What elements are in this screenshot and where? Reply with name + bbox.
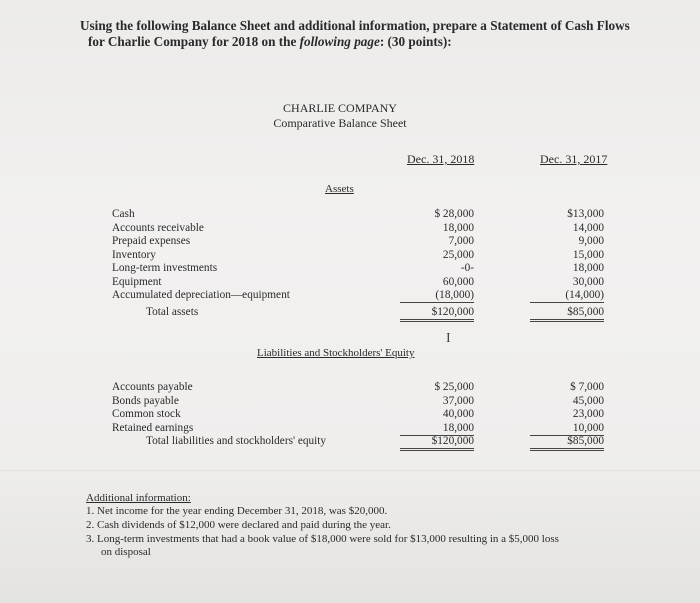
assets-row-value-2017: 18,000 [572,262,604,274]
column-header-2018: Dec. 31, 2018 [407,152,475,166]
liabilities-row-value-2017: 45,000 [572,394,604,407]
assets-heading: Assets [325,183,354,195]
assets-row-value-2017: 30,000 [572,275,604,288]
assets-row-label: Accounts receivable [112,221,204,234]
assets-row-value-2018: $ 28,000 [434,208,474,220]
assets-row-value-2017: 9,000 [578,235,604,247]
total-liabilities-equity-2018: $120,000 [400,435,474,451]
additional-info-item-1: 1. Net income for the year ending December 31, 2018, was $20,000. [86,505,388,517]
assets-row-value-2018: 60,000 [442,275,474,288]
liabilities-row-value-2018: $ 25,000 [434,381,474,393]
assets-row-value-2018: 7,000 [448,235,474,247]
total-assets-label: Total assets [146,306,199,318]
additional-info-item-2: 2. Cash dividends of $12,000 were declared and paid during the year. [86,519,391,531]
assets-row-value-2017: 15,000 [572,248,604,261]
additional-info-heading: Additional information: [86,492,191,504]
assets-row-label: Prepaid expenses [112,235,191,247]
additional-info-item-3-continued: on disposal [101,546,151,558]
instruction-line-2: for Charlie Company for 2018 on the following page: (30 points): [88,34,452,49]
liabilities-row-value-2018: 37,000 [442,394,474,407]
column-header-2017: Dec. 31, 2017 [540,152,608,166]
assets-row-label: Accumulated depreciation—equipment [112,289,290,301]
assets-row-value-2017: 14,000 [572,221,604,234]
assets-row-value-2018: 18,000 [442,221,474,234]
text-cursor-icon: I [446,331,451,346]
company-name: CHARLIE COMPANY [283,101,397,115]
liabilities-row-value-2017: 23,000 [572,408,604,420]
total-assets-2017: $85,000 [530,306,604,322]
liabilities-row-value-2017: 10,000 [530,422,604,436]
assets-row-value-2017: (14,000) [530,289,604,303]
total-liabilities-equity-label: Total liabilities and stockholders' equity [146,435,327,447]
assets-row-value-2018: -0- [460,262,474,274]
liabilities-row-label: Retained earnings [112,421,194,434]
liabilities-row-label: Accounts payable [112,381,193,393]
liabilities-row-value-2018: 40,000 [442,408,474,420]
total-assets-2018: $120,000 [400,306,474,322]
assets-row-value-2018: 25,000 [442,248,474,261]
liabilities-row-value-2017: $ 7,000 [570,381,604,393]
assets-row-label: Cash [112,208,135,220]
assets-row-label: Long-term investments [112,262,218,274]
statement-title: Comparative Balance Sheet [273,116,407,130]
assets-row-label: Equipment [112,275,162,288]
instruction-line-1: Using the following Balance Sheet and additional information, prepare a Statement of Cash Flows [80,18,630,33]
total-liabilities-equity-2017: $85,000 [530,435,604,451]
assets-row-value-2017: $13,000 [567,208,604,220]
liabilities-row-label: Bonds payable [112,394,179,407]
liabilities-row-label: Common stock [112,408,181,420]
assets-row-value-2018: (18,000) [400,289,474,303]
additional-info-item-3: 3. Long-term investments that had a book value of $18,000 were sold for $13,000 resulting in a $5,000 loss [86,533,559,545]
liabilities-row-value-2018: 18,000 [400,422,474,436]
assets-row-label: Inventory [112,248,156,261]
liabilities-equity-heading: Liabilities and Stockholders' Equity [257,347,415,359]
